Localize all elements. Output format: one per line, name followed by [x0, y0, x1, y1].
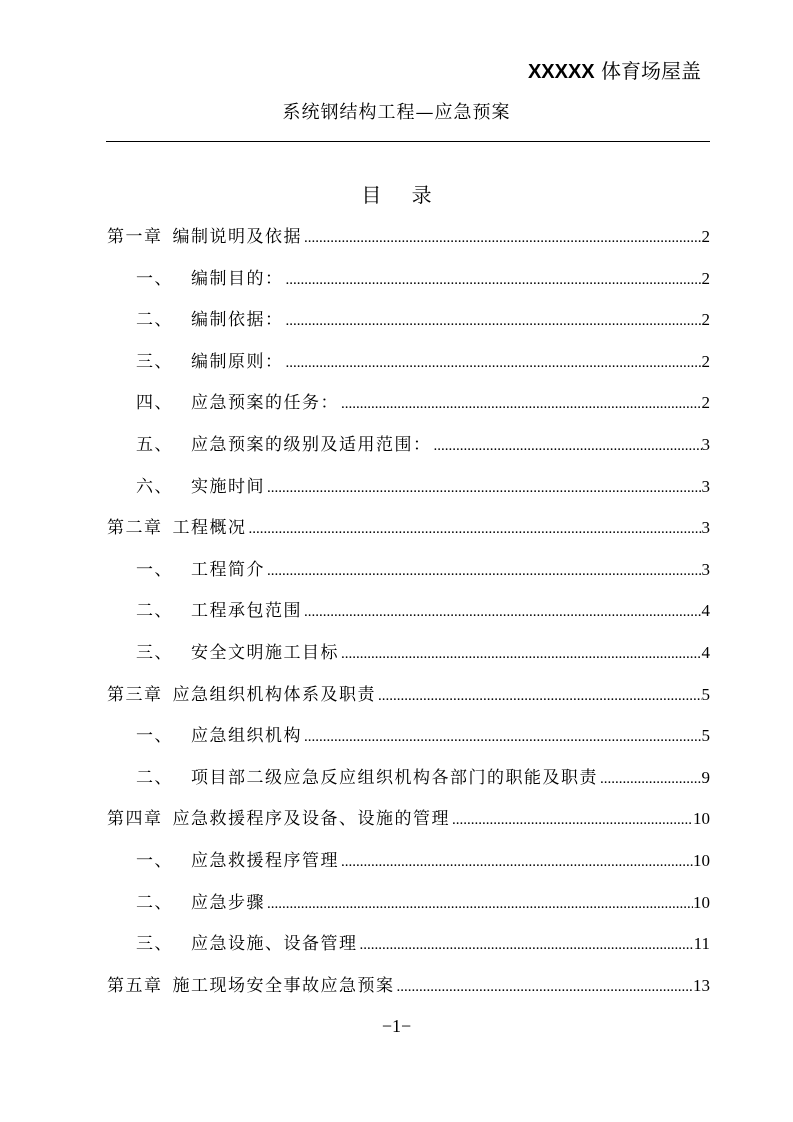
toc-section-entry[interactable] [107, 429, 710, 471]
toc-entry-number: 三、 [136, 934, 173, 955]
toc-chapter-entry[interactable] [107, 221, 710, 263]
toc-section-entry[interactable] [107, 263, 710, 305]
table-of-contents [107, 221, 710, 1011]
toc-section-entry[interactable] [107, 346, 710, 388]
toc-entry-number: 六、 [136, 476, 173, 497]
toc-entry-title: 工程概况 [172, 518, 247, 539]
toc-entry-number: 四、 [136, 393, 173, 414]
toc-entry-number: 二、 [136, 892, 173, 913]
toc-entry-page: 4 [701, 601, 710, 621]
toc-dot-leader [341, 638, 702, 670]
toc-chapter-entry[interactable] [107, 970, 710, 1012]
toc-entry-title: 编制说明及依据 [172, 227, 302, 247]
toc-entry-page: 10 [693, 892, 710, 912]
toc-dot-leader [304, 721, 702, 753]
toc-entry-title: 工程承包范围 [191, 601, 302, 622]
toc-entry-title: 安全文明施工目标 [191, 642, 339, 663]
toc-entry-page: 3 [701, 434, 710, 454]
toc-entry-page: 5 [701, 726, 710, 746]
toc-entry-number: 一、 [136, 559, 173, 580]
toc-chapter-entry[interactable] [107, 803, 710, 845]
toc-entry-page: 2 [701, 393, 710, 413]
toc-entry-page: 3 [701, 518, 710, 538]
toc-dot-leader [397, 971, 694, 1003]
toc-dot-leader [452, 804, 693, 836]
toc-dot-leader [267, 472, 702, 504]
toc-dot-leader [378, 680, 702, 712]
toc-section-entry[interactable] [107, 845, 710, 887]
toc-dot-leader [360, 929, 694, 961]
toc-entry-number: 一、 [136, 268, 173, 289]
toc-entry-title: 编制原则： [191, 351, 284, 372]
toc-entry-page: 10 [693, 809, 710, 829]
toc-entry-number: 二、 [136, 767, 173, 788]
toc-entry-page: 2 [701, 351, 710, 371]
toc-entry-number: 三、 [136, 642, 173, 663]
toc-entry-number: 第一章 [107, 227, 163, 247]
toc-entry-number: 第五章 [107, 975, 163, 996]
toc-entry-number: 三、 [136, 351, 173, 372]
toc-entry-title: 应急设施、设备管理 [191, 934, 358, 955]
toc-section-entry[interactable] [107, 637, 710, 679]
toc-dot-leader [600, 763, 702, 795]
toc-chapter-entry[interactable] [107, 512, 710, 554]
toc-section-entry[interactable] [107, 304, 710, 346]
toc-dot-leader [341, 388, 702, 420]
toc-entry-page: 13 [693, 975, 710, 995]
toc-dot-leader [304, 222, 702, 254]
header-divider [106, 141, 710, 142]
toc-entry-page: 3 [701, 559, 710, 579]
toc-section-entry[interactable] [107, 595, 710, 637]
toc-entry-page: 10 [693, 850, 710, 870]
toc-dot-leader [286, 305, 702, 337]
toc-dot-leader [286, 347, 702, 379]
toc-entry-number: 第四章 [107, 809, 163, 830]
toc-entry-number: 二、 [136, 310, 173, 331]
toc-entry-number: 一、 [136, 726, 173, 747]
toc-entry-title: 应急组织机构体系及职责 [172, 684, 376, 705]
toc-entry-number: 五、 [136, 434, 173, 455]
toc-entry-page: 2 [701, 227, 710, 246]
toc-entry-title: 工程简介 [191, 559, 265, 580]
toc-entry-page: 2 [701, 310, 710, 330]
toc-section-entry[interactable] [107, 387, 710, 429]
toc-chapter-entry[interactable] [107, 679, 710, 721]
toc-entry-page: 9 [701, 767, 710, 787]
toc-dot-leader [267, 555, 702, 587]
header-subtitle: 系统钢结构工程—应急预案 [282, 102, 511, 123]
toc-entry-title: 应急预案的级别及适用范围： [191, 434, 432, 455]
toc-entry-title: 项目部二级应急反应组织机构各部门的职能及职责 [191, 767, 598, 788]
page-number: −1− [381, 1016, 412, 1036]
toc-section-entry[interactable] [107, 887, 710, 929]
toc-entry-title: 实施时间 [191, 476, 265, 497]
toc-entry-number: 二、 [136, 601, 173, 622]
toc-dot-leader [267, 888, 693, 920]
toc-entry-title: 编制依据： [191, 310, 284, 331]
toc-entry-title: 应急预案的任务： [191, 393, 339, 414]
toc-section-entry[interactable] [107, 471, 710, 513]
toc-section-entry[interactable] [107, 720, 710, 762]
header-project-title [528, 56, 701, 87]
toc-section-entry[interactable] [107, 554, 710, 596]
toc-entry-page: 2 [701, 268, 710, 288]
toc-entry-page: 5 [701, 684, 710, 704]
toc-entry-title: 编制目的： [191, 268, 284, 289]
toc-entry-page: 11 [693, 934, 710, 954]
toc-entry-title: 应急步骤 [191, 892, 265, 913]
toc-section-entry[interactable] [107, 928, 710, 970]
toc-entry-title: 应急救援程序及设备、设施的管理 [172, 809, 450, 830]
toc-title: 目 录 [361, 183, 444, 207]
toc-dot-leader [249, 513, 702, 545]
toc-section-entry[interactable] [107, 762, 710, 804]
toc-dot-leader [341, 846, 693, 878]
toc-dot-leader [434, 430, 702, 462]
toc-dot-leader [304, 596, 702, 628]
project-code: XXXXX [527, 61, 595, 83]
toc-entry-number: 第三章 [107, 684, 163, 705]
toc-entry-title: 施工现场安全事故应急预案 [172, 975, 395, 996]
toc-entry-page: 3 [701, 476, 710, 496]
toc-entry-number: 第二章 [107, 518, 163, 539]
toc-entry-title: 应急救援程序管理 [191, 850, 339, 871]
toc-entry-page: 4 [701, 642, 710, 662]
toc-entry-title: 应急组织机构 [191, 726, 302, 747]
project-title-part1: 体育场屋盖 [601, 59, 701, 83]
toc-dot-leader [286, 264, 702, 296]
toc-entry-number: 一、 [136, 850, 173, 871]
